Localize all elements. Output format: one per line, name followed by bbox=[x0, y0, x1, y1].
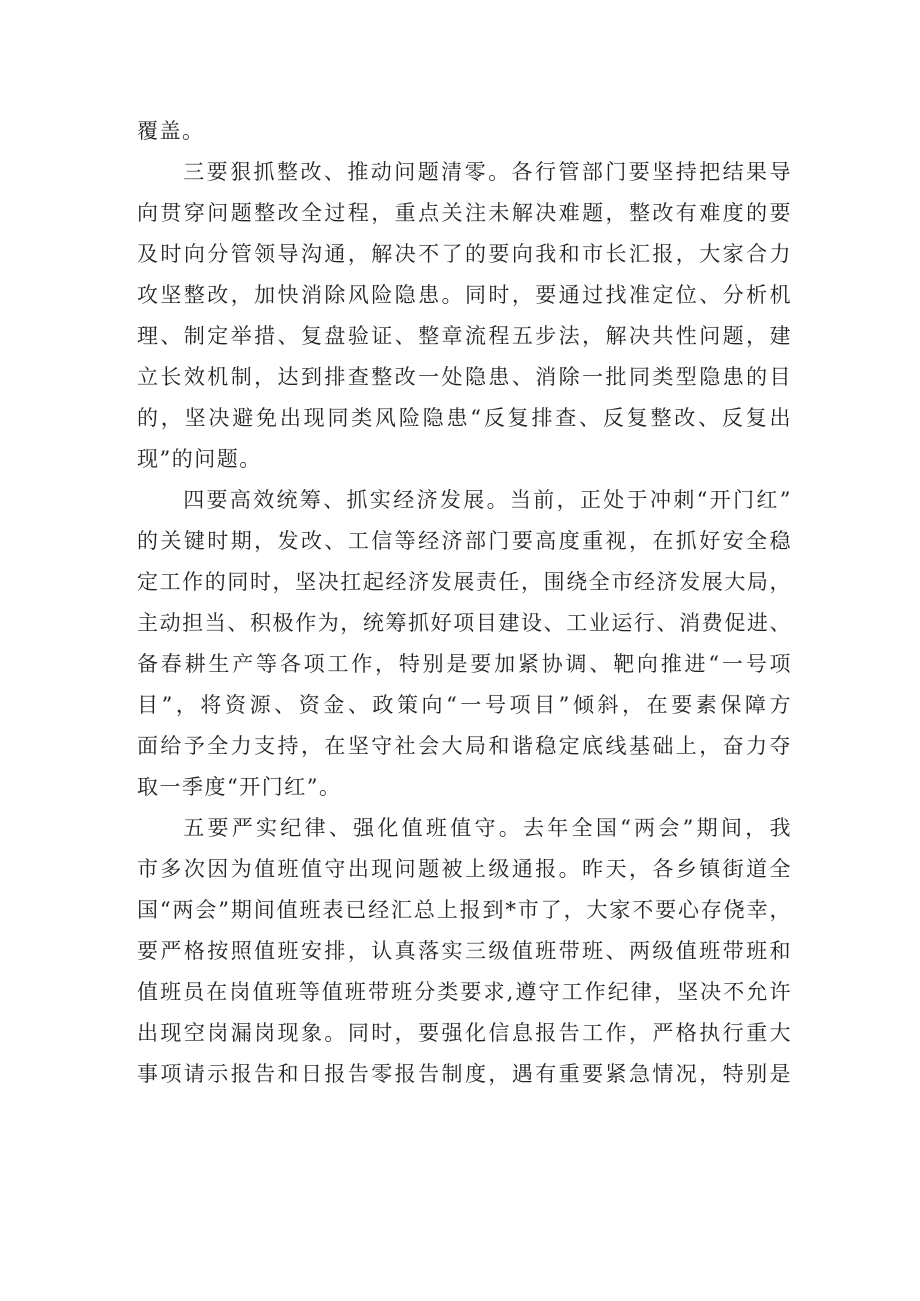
paragraph-line: 面给予全力支持，在坚守社会大局和谐稳定底线基础上，奋力夺 bbox=[137, 734, 792, 758]
paragraph-line: 三要狠抓整改、推动问题清零。各行管部门要坚持把结果导 bbox=[183, 160, 792, 184]
paragraph-line: 取一季度“开门红”。 bbox=[137, 775, 342, 799]
paragraph-line: 目”，将资源、资金、政策向“一号项目”倾斜，在要素保障方 bbox=[137, 693, 792, 717]
paragraph-line: 国“两会”期间值班表已经汇总上报到*市了，大家不要心存侥幸， bbox=[137, 898, 792, 922]
paragraph-line: 的关键时期，发改、工信等经济部门要高度重视，在抓好安全稳 bbox=[137, 529, 792, 553]
paragraph-line: 攻坚整改，加快消除风险隐患。同时，要通过找准定位、分析机 bbox=[137, 283, 792, 307]
document-body bbox=[137, 111, 792, 1095]
paragraph-3 bbox=[137, 480, 792, 808]
paragraph-line: 定工作的同时，坚决扛起经济发展责任，围绕全市经济发展大局， bbox=[137, 570, 792, 594]
paragraph-line: 主动担当、积极作为，统筹抓好项目建设、工业运行、消费促进、 bbox=[137, 611, 792, 635]
paragraph-1 bbox=[137, 111, 792, 152]
paragraph-line: 的，坚决避免出现同类风险隐患“反复排查、反复整改、反复出 bbox=[137, 406, 792, 430]
paragraph-line: 理、制定举措、复盘验证、整章流程五步法，解决共性问题，建 bbox=[137, 324, 792, 348]
paragraph-line: 值班员在岗值班等值班带班分类要求,遵守工作纪律，坚决不允许 bbox=[137, 980, 792, 1004]
paragraph-line: 覆盖。 bbox=[137, 119, 205, 143]
paragraph-line: 五要严实纪律、强化值班值守。去年全国“两会”期间，我 bbox=[183, 816, 792, 840]
paragraph-line: 市多次因为值班值守出现问题被上级通报。昨天，各乡镇街道全 bbox=[137, 857, 792, 881]
paragraph-line: 出现空岗漏岗现象。同时，要强化信息报告工作，严格执行重大 bbox=[137, 1021, 792, 1045]
paragraph-2 bbox=[137, 152, 792, 480]
paragraph-line: 备春耕生产等各项工作，特别是要加紧协调、靶向推进“一号项 bbox=[137, 652, 792, 676]
paragraph-line: 及时向分管领导沟通，解决不了的要向我和市长汇报，大家合力 bbox=[137, 242, 792, 266]
paragraph-line: 要严格按照值班安排，认真落实三级值班带班、两级值班带班和 bbox=[137, 939, 792, 963]
paragraph-line: 现”的问题。 bbox=[137, 447, 262, 471]
paragraph-line: 事项请示报告和日报告零报告制度，遇有重要紧急情况，特别是 bbox=[137, 1062, 792, 1086]
paragraph-line: 四要高效统筹、抓实经济发展。当前，正处于冲刺“开门红” bbox=[183, 488, 792, 512]
paragraph-4 bbox=[137, 808, 792, 1095]
paragraph-line: 立长效机制，达到排查整改一处隐患、消除一批同类型隐患的目 bbox=[137, 365, 792, 389]
paragraph-line: 向贯穿问题整改全过程，重点关注未解决难题，整改有难度的要 bbox=[137, 201, 792, 225]
